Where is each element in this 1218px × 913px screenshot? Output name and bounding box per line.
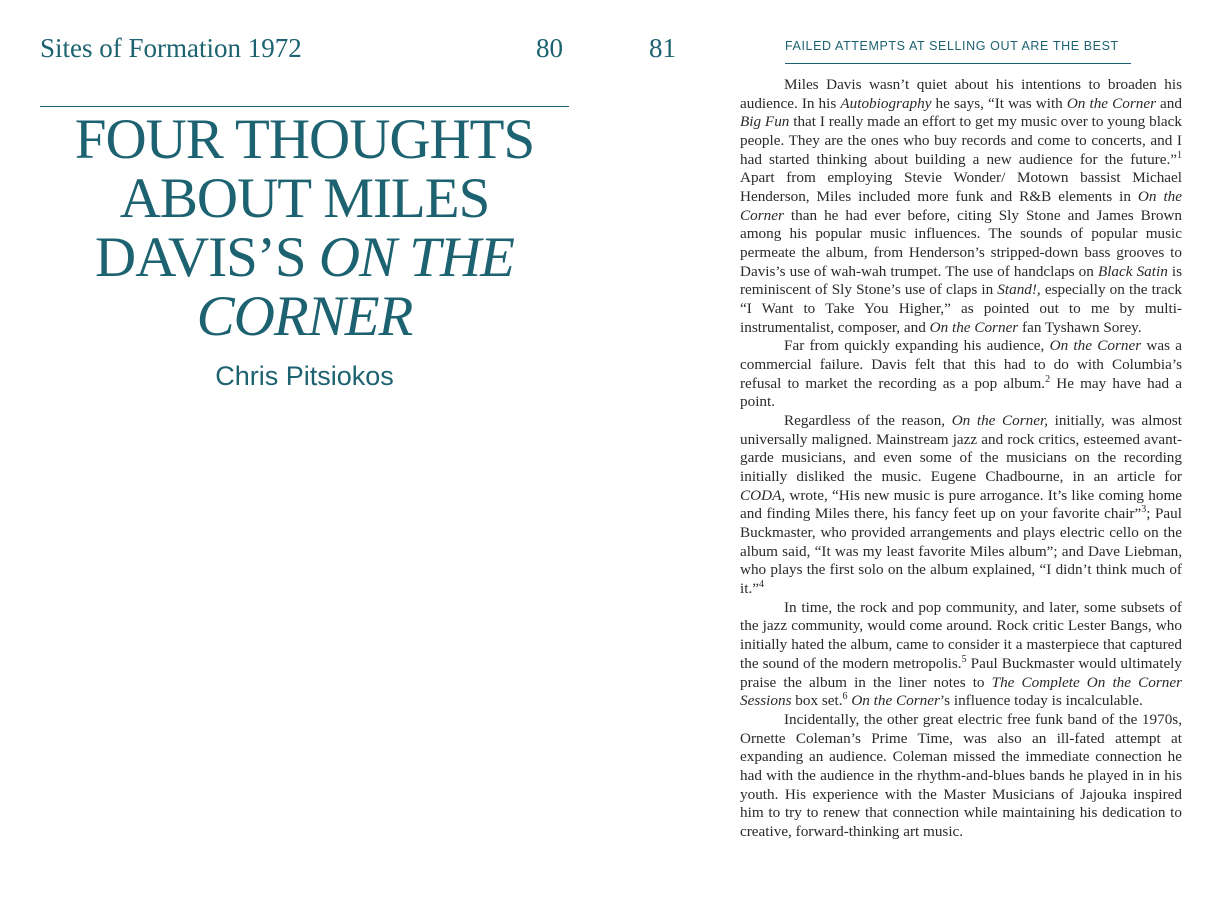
text-run: He may have had a point. <box>740 374 1182 411</box>
text-run: is reminiscent of Sly Stone’s use of claps in <box>740 262 1182 299</box>
body-paragraph <box>740 337 1182 412</box>
running-head: Sites of Formation 1972 <box>40 33 302 63</box>
text-run: initially, was almost universally maligned. Mainstream jazz and rock critics, esteemed avant-garde musicians, and even some of the musicians on the recording initially disliked the music. Eugene Chadbourne, in an article for <box>740 412 1182 486</box>
footnote-marker: 6 <box>842 691 848 703</box>
text-run: On the Corner <box>1066 94 1156 112</box>
text-run: Paul Buckmaster would ultimately praise the album in the liner notes to <box>740 654 1182 691</box>
text-run: ; Paul Buckmaster, who provided arrangements and plays electric cello on the album said, “It was my least favorite Miles album”; and Dave Liebman, who plays the first solo on the album explained, “I didn’t think much of it.” <box>740 505 1182 598</box>
text-run: and <box>1155 94 1182 112</box>
text-run: In time, the rock and pop community, and later, some subsets of the jazz community, would come around. Rock critic Lester Bangs, who initially hated the album, came to consider it a masterpiece that captured the sound of the modern metropolis. <box>740 598 1182 672</box>
chapter-heading: FAILED ATTEMPTS AT SELLING OUT ARE THE BEST <box>785 39 1119 53</box>
text-run: The Complete On the Corner Sessions <box>740 673 1182 710</box>
footnote-marker: 1 <box>1177 149 1182 161</box>
text-run: On the Corner <box>851 692 940 710</box>
text-run: fan Tyshawn Sorey. <box>1018 318 1142 336</box>
text-run: Incidentally, the other great electric free funk band of the 1970s, Ornette Coleman’s Prime Time, was also an ill-fated attempt at expanding an audience. Coleman missed the immediate connection he had with the audience in the rhythm-and-blues bands he played in in his youth. His experience with the Master Musicians of Jajouka inspired him to try to renew that connection while maintaining his dedication to creative, forward-thinking art music. <box>740 710 1182 840</box>
body-paragraph <box>740 711 1182 842</box>
text-run: than he had ever before, citing Sly Stone and James Brown among his popular music influences. The sounds of popular music permeate the album, from Henderson’s stripped-down bass grooves to Davis’s use of wah-wah trumpet. The use of handclaps on <box>740 206 1182 280</box>
footnote-marker: 3 <box>1141 504 1147 516</box>
body-paragraph <box>740 412 1182 599</box>
text-run: box set. <box>791 692 843 710</box>
text-run: On the Corner <box>740 188 1182 224</box>
footnote-marker: 4 <box>758 579 764 591</box>
footnote-marker: 2 <box>1045 373 1051 385</box>
text-run: CODA <box>740 486 782 504</box>
title-line-1: FOUR THOUGHTS <box>74 108 535 171</box>
text-run: ’s influence today is incalculable. <box>939 692 1143 710</box>
text-run: Miles Davis wasn’t quiet about his intentions to broaden his audience. In his <box>740 76 1182 112</box>
title-rule <box>40 106 569 107</box>
text-run: , wrote, “His new music is pure arrogance. It’s like coming home and finding Miles there, his fancy feet up on your favorite chair” <box>740 486 1182 523</box>
title-line-4: CORNER <box>196 285 413 348</box>
page-number-left: 80 <box>536 33 563 63</box>
body-text <box>740 76 1182 842</box>
text-run: he says, “It was with <box>931 94 1067 112</box>
text-run: Apart from employing Stevie Wonder/ Motown bassist Michael Henderson, Miles included more funk and R&B elements in <box>740 169 1182 206</box>
title-line-3: DAVIS’S ON THE <box>95 226 514 289</box>
text-run: was a commercial failure. Davis felt that this had to do with Columbia’s refusal to market the recording as a pop album. <box>740 337 1182 392</box>
text-run: especially on the track “I Want to Take You Higher,” as pointed out to me by multi-instrumentalist, composer, and <box>740 281 1182 336</box>
text-run: Autobiography <box>840 94 932 112</box>
text-run: Black Satin <box>1097 262 1168 280</box>
author-name: Chris Pitsiokos <box>215 361 394 391</box>
footnote-marker: 5 <box>961 653 967 665</box>
text-run: Regardless of the reason, <box>784 412 952 430</box>
text-run: that I really made an effort to get my music over to young black people. They are the ones who buy records and come to concerts, and I had started thinking about building a new audience for the future.” <box>740 113 1182 168</box>
article-title <box>40 110 569 346</box>
body-paragraph <box>740 599 1182 711</box>
text-run: Far from quickly expanding his audience, <box>784 337 1050 355</box>
text-run: On the Corner <box>1049 337 1142 355</box>
right-page <box>609 0 1218 913</box>
text-run: On the Corner, <box>951 412 1049 430</box>
page-number-right: 81 <box>649 33 676 63</box>
text-run: Stand!, <box>997 281 1041 299</box>
text-run: On the Corner <box>929 318 1019 336</box>
text-run: Big Fun <box>740 113 790 131</box>
chapter-rule <box>785 63 1131 64</box>
body-paragraph <box>740 76 1182 337</box>
title-line-2: ABOUT MILES <box>119 167 490 230</box>
